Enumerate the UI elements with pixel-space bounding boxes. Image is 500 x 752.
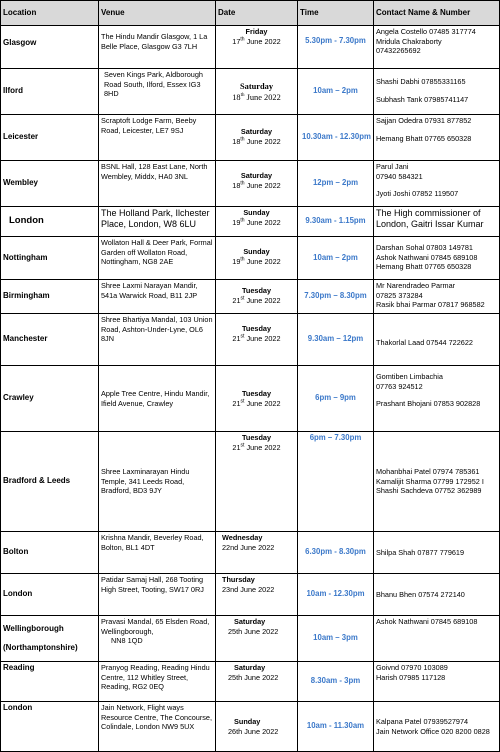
contact-line: 07432265692 (376, 46, 421, 56)
date-text: 23nd June 2022 (222, 584, 275, 594)
date-day: Tuesday (241, 433, 272, 442)
date-cell (216, 280, 298, 314)
venue-cell: Pranyog Reading, Reading Hindu Centre, 112 Whitley Street, Reading, RG2 0EQ (99, 662, 216, 702)
date-text: 19th June 2022 (232, 217, 281, 227)
date-cell (216, 237, 298, 280)
venue-text: Pravasi Mandal, 65 Elsden Road, Wellingborough, (101, 617, 210, 636)
venue-cell: The Holland Park, Ilchester Place, London, W8 6LU (99, 207, 216, 237)
table-row (1, 314, 500, 366)
venue-cell: The Hindu Mandir Glasgow, 1 La Belle Place, Glasgow G3 7LH (99, 26, 216, 69)
venue-cell (99, 616, 216, 662)
contact-cell (374, 280, 500, 314)
date-text: 18th June 2022 (232, 136, 281, 146)
location-cell: London (1, 207, 99, 237)
time-cell: 7.30pm – 8.30pm (298, 280, 374, 314)
table-row (1, 574, 500, 616)
date-cell (216, 161, 298, 207)
location-name: Wellingborough (3, 623, 64, 633)
date-cell (216, 574, 298, 616)
location-cell: Glasgow (1, 26, 99, 69)
header-location: Location (1, 1, 99, 26)
date-cell (216, 702, 298, 752)
contact-line: Hemang Bhatt 07765 650328 (376, 133, 472, 143)
time-cell: 5.30pm - 7.30pm (298, 26, 374, 69)
contact-cell: Thakorlal Laad 07544 722622 (374, 314, 500, 366)
contact-line: Darshan Sohal 07803 149781 (376, 243, 473, 252)
contact-cell: Bhanu Bhen 07574 272140 (374, 574, 500, 616)
location-cell: London (1, 702, 99, 752)
contact-line: Shashi Sachdeva 07752 362989 (376, 486, 482, 496)
date-day: Sunday (234, 716, 261, 726)
contact-cell (374, 662, 500, 702)
date-cell (216, 616, 298, 662)
table-row (1, 532, 500, 574)
contact-line: Jain Network Office 020 8200 0828 (376, 726, 490, 736)
contact-cell (374, 702, 500, 752)
date-day: Thursday (222, 575, 255, 584)
time-cell: 9.30am - 1.15pm (298, 207, 374, 237)
contact-line: Shashi Dabhi 07855331165 (376, 77, 466, 86)
header-date: Date (216, 1, 298, 26)
contact-cell (374, 366, 500, 432)
contact-line: Parul Jani (376, 162, 409, 171)
location-cell: Wembley (1, 161, 99, 207)
contact-line: 07825 373284 (376, 290, 423, 300)
location-cell: Ilford (1, 69, 99, 115)
contact-line: Hemang Bhatt 07765 650328 (376, 262, 472, 272)
date-day: Tuesday (241, 324, 272, 333)
venue-cell: Apple Tree Centre, Hindu Mandir, Ifield Avenue, Crawley (99, 366, 216, 432)
header-contact: Contact Name & Number (374, 1, 500, 26)
contact-line: Jyoti Joshi 07852 119507 (376, 189, 459, 199)
contact-line: Kamalijit Sharma 07799 172952 I (376, 476, 484, 486)
contact-cell (374, 161, 500, 207)
date-day: Saturday (234, 617, 266, 626)
time-cell: 10am - 11.30am (298, 702, 374, 752)
date-text: 26th June 2022 (228, 726, 279, 736)
date-day: Sunday (243, 247, 270, 256)
venue-cell: Krishna Mandir, Beverley Road, Bolton, BL1 4DT (99, 532, 216, 574)
date-text: 21st June 2022 (232, 295, 281, 305)
location-cell: Leicester (1, 115, 99, 161)
contact-cell: Shilpa Shah 07877 779619 (374, 532, 500, 574)
table-row (1, 237, 500, 280)
table-row (1, 366, 500, 432)
date-day: Tuesday (241, 286, 272, 295)
contact-cell: The High commissioner of London, Gaitri Issar Kumar (374, 207, 500, 237)
time-cell: 10am - 12.30pm (298, 574, 374, 616)
venue-cell: Seven Kings Park, Aldborough Road South, Ilford, Essex IG3 8HD (99, 69, 216, 115)
contact-line: Harish 07985 117128 (376, 672, 446, 682)
location-cell: Manchester (1, 314, 99, 366)
date-day: Saturday (240, 127, 273, 136)
contact-line: Goivnd 07970 103089 (376, 663, 448, 672)
location-cell: Reading (1, 662, 99, 702)
contact-line: Mridula Chakraborty (376, 36, 442, 46)
venue-cell: Wollaton Hall & Deer Park, Formal Garden off Wollaton Road, Nottingham, NG8 2AE (99, 237, 216, 280)
location-cell: Bradford & Leeds (1, 432, 99, 532)
contact-cell (374, 237, 500, 280)
location-cell: Crawley (1, 366, 99, 432)
date-text: 18th June 2022 (232, 93, 281, 103)
time-cell: 6pm – 7.30pm (298, 432, 374, 532)
table-header-row (1, 1, 500, 26)
time-cell: 6pm – 9pm (298, 366, 374, 432)
table-row (1, 115, 500, 161)
date-text: 21st June 2022 (232, 442, 281, 452)
time-cell: 10.30am - 12.30pm (298, 115, 374, 161)
date-day: Tuesday (241, 388, 272, 398)
contact-line: Mohanbhai Patel 07974 785361 (376, 467, 480, 477)
contact-cell (374, 69, 500, 115)
header-time: Time (298, 1, 374, 26)
venue-cell: Shree Bhartiya Mandal, 103 Union Road, Ashton-Under-Lyne, OL6 8JN (99, 314, 216, 366)
location-cell: Birmingham (1, 280, 99, 314)
venue-cell: Shree Laxmi Narayan Mandir, 541a Warwick Road, B11 2JP (99, 280, 216, 314)
venue-cell: Shree Laxminarayan Hindu Temple, 341 Leeds Road, Bradford, BD3 9JY (99, 432, 216, 532)
date-text: 25th June 2022 (228, 672, 279, 682)
date-text: 22nd June 2022 (222, 542, 275, 552)
date-day: Saturday (240, 171, 273, 180)
table-row (1, 26, 500, 69)
date-text: 21st June 2022 (232, 333, 281, 343)
contact-line: Prashant Bhojani 07853 902828 (376, 399, 481, 409)
venue-cell: Scraptoft Lodge Farm, Beeby Road, Leicester, LE7 9SJ (99, 115, 216, 161)
date-text: 19th June 2022 (232, 256, 281, 266)
table-row (1, 280, 500, 314)
time-cell: 10am – 2pm (298, 237, 374, 280)
location-cell (1, 616, 99, 662)
table-row (1, 702, 500, 752)
time-cell: 12pm – 2pm (298, 161, 374, 207)
table-row (1, 616, 500, 662)
location-cell: Nottingham (1, 237, 99, 280)
contact-line: Gomtiben Limbachia (376, 372, 443, 381)
venue-cell: Jain Network, Flight ways Resource Centre, The Concourse, Colindale, London NW9 5UX (99, 702, 216, 752)
date-day: Friday (245, 27, 268, 36)
venue-cell: BSNL Hall, 128 East Lane, North Wembley, Middx, HA0 3NL (99, 161, 216, 207)
time-cell: 9.30am – 12pm (298, 314, 374, 366)
time-cell: 10am – 3pm (298, 616, 374, 662)
date-text: 18th June 2022 (232, 180, 281, 190)
date-cell (216, 432, 298, 532)
date-day: Wednesday (222, 533, 263, 542)
table-row (1, 161, 500, 207)
contact-line: Rasik bhai Parmar 07817 968582 (376, 300, 485, 310)
time-cell: 6.30pm - 8.30pm (298, 532, 374, 574)
contact-line: Kalpana Patel 07939527974 (376, 716, 469, 726)
contact-cell: Ashok Nathwani 07845 689108 (374, 616, 500, 662)
date-cell (216, 314, 298, 366)
table-row (1, 207, 500, 237)
date-cell (216, 69, 298, 115)
contact-line: Angela Costello 07485 317774 (376, 27, 476, 36)
date-text: 21st June 2022 (232, 398, 281, 408)
date-day: Saturday (239, 82, 274, 91)
table-row (1, 432, 500, 532)
contact-line: Mr Narendradeo Parmar (376, 281, 456, 290)
date-text: 17th June 2022 (232, 36, 281, 46)
contact-line: 07940 584321 (376, 171, 423, 181)
time-cell: 10am – 2pm (298, 69, 374, 115)
date-text: 25th June 2022 (228, 626, 279, 636)
header-venue: Venue (99, 1, 216, 26)
date-cell (216, 115, 298, 161)
date-cell (216, 366, 298, 432)
date-cell (216, 26, 298, 69)
date-day: Sunday (243, 208, 270, 217)
contact-line: Subhash Tank 07985741147 (376, 94, 469, 104)
contact-line: Sajjan Odedra 07931 877852 (376, 116, 472, 125)
contact-cell (374, 26, 500, 69)
contact-cell (374, 115, 500, 161)
date-cell (216, 662, 298, 702)
location-cell: London (1, 574, 99, 616)
table-row (1, 69, 500, 115)
table-row (1, 662, 500, 702)
date-cell (216, 532, 298, 574)
time-cell: 8.30am - 3pm (298, 662, 374, 702)
contact-cell (374, 432, 500, 532)
date-cell (216, 207, 298, 237)
venue-cell: Patidar Samaj Hall, 268 Tooting High Street, Tooting, SW17 0RJ (99, 574, 216, 616)
contact-line: Ashok Nathwani 07845 689108 (376, 252, 478, 262)
location-cell: Bolton (1, 532, 99, 574)
location-sub: (Northamptonshire) (3, 642, 78, 652)
date-day: Saturday (234, 663, 266, 672)
venue-sub: NN8 1QD (111, 636, 143, 646)
contact-line: 07763 924512 (376, 381, 423, 391)
